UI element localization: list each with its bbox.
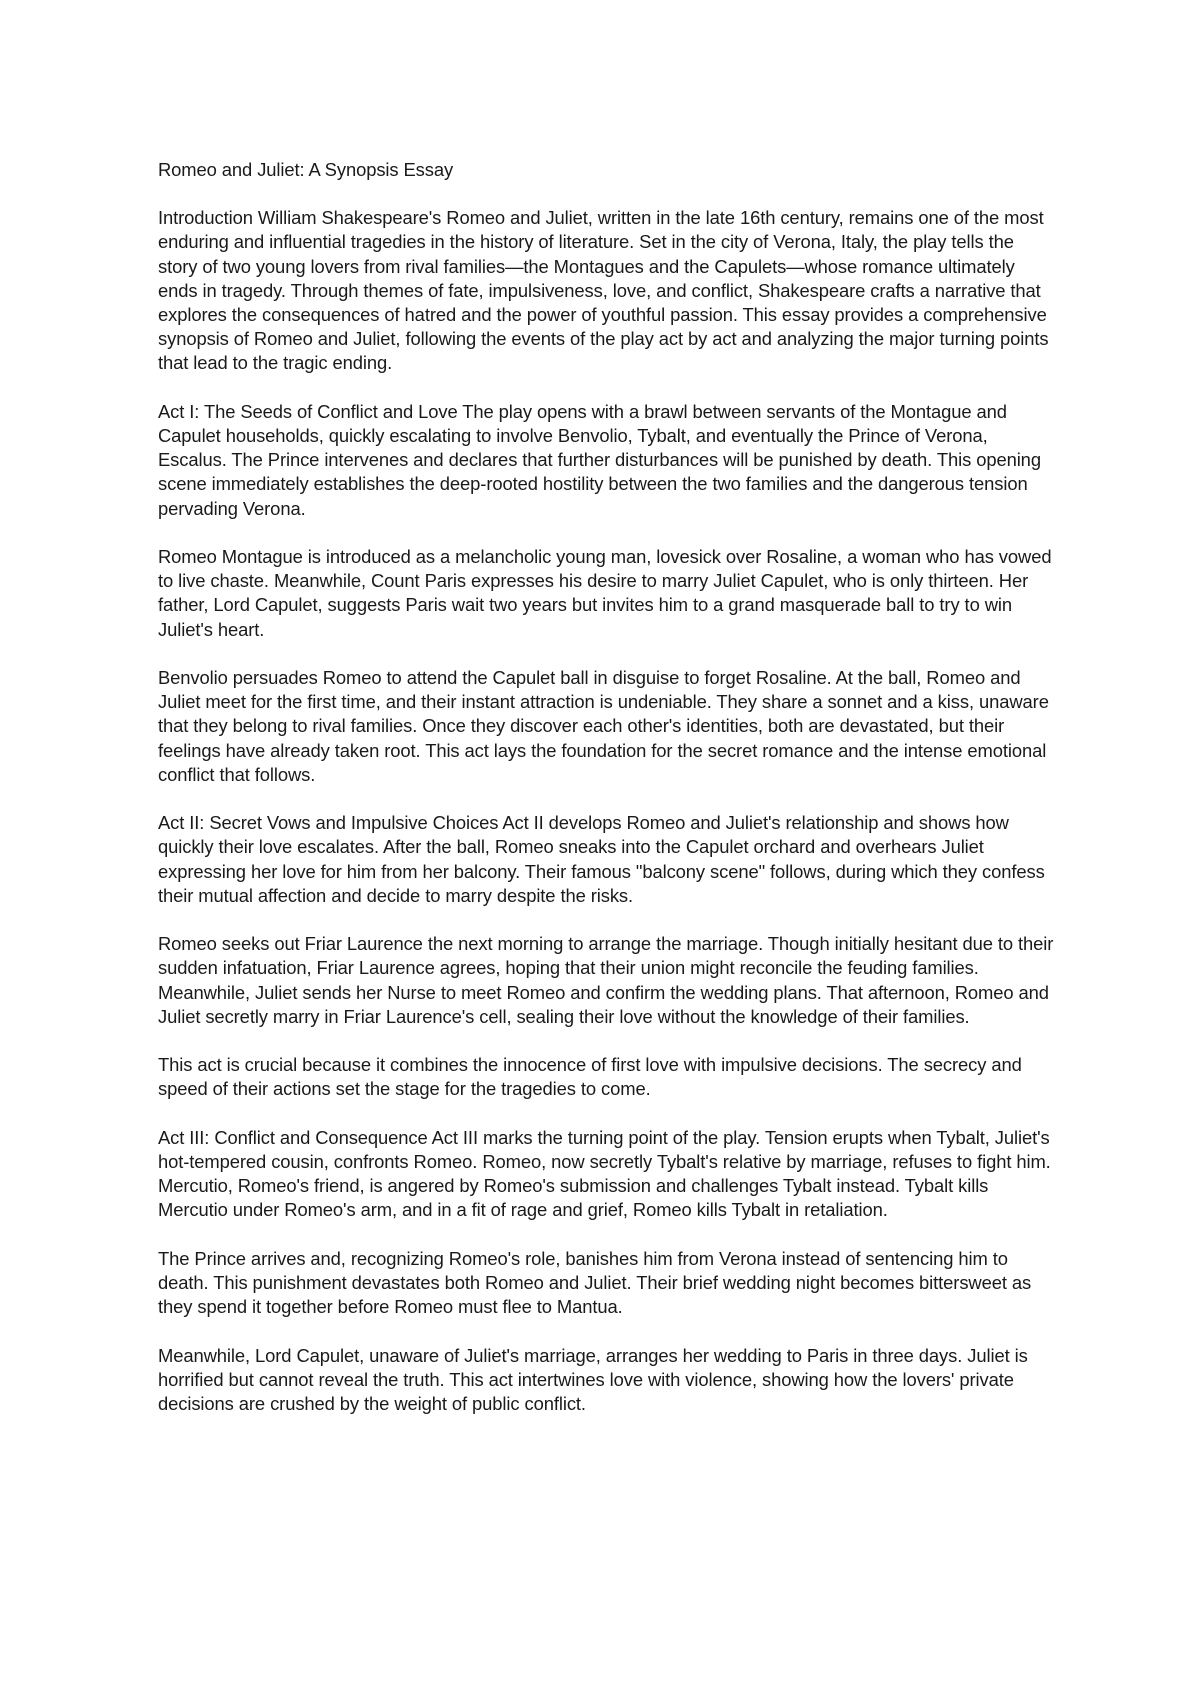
paragraph-act-2: Act II: Secret Vows and Impulsive Choices Act II develops Romeo and Juliet's relationship and shows how quickly their love escalates. After the ball, Romeo sneaks into the Capulet orchard and overhears Juliet expressing her love for him from her balcony. Their famous "balcony scene" follows, during which they confess their mutual affection and decide to marry despite the risks. xyxy=(158,812,1045,906)
paragraph-act-3: Act III: Conflict and Consequence Act III marks the turning point of the play. Tension erupts when Tybalt, Juliet's hot-tempered cousin, confronts Romeo. Romeo, now secretly Tybalt's relative by marriage, refuses to fight him. Mercutio, Romeo's friend, is angered by Romeo's submission and challenges Tybalt instead. Tybalt kills Mercutio under Romeo's arm, and in a fit of rage and grief, Romeo kills Tybalt in retaliation. xyxy=(158,1126,1051,1221)
document-title: Romeo and Juliet: A Synopsis Essay xyxy=(158,159,454,180)
paragraph-friar-laurence: Romeo seeks out Friar Laurence the next morning to arrange the marriage. Though initially hesitant due to their sudden infatuation, Friar Laurence agrees, hoping that their union might reconcile the feuding families. Meanwhile, Juliet sends her Nurse to meet Romeo and confirm the wedding plans. That afternoon, Romeo and Juliet secretly marry in Friar Laurence's cell, sealing their love without the knowledge of their families. xyxy=(158,933,1054,1027)
paragraph-romeo-introduced: Romeo Montague is introduced as a melancholic young man, lovesick over Rosaline, a woman who has vowed to live chaste. Meanwhile, Count Paris expresses his desire to marry Juliet Capulet, who is only thirteen. Her father, Lord Capulet, suggests Paris wait two years but invites him to a grand masquerade ball to try to win Juliet's heart. xyxy=(158,546,1052,640)
paragraph-capulet-ball: Benvolio persuades Romeo to attend the Capulet ball in disguise to forget Rosaline. At the ball, Romeo and Juliet meet for the first time, and their instant attraction is undeniable. They share a sonnet and a kiss, unaware that they belong to rival families. Once they discover each other's identities, both are devastated, but their feelings have already taken root. This act lays the foundation for the secret romance and the intense emotional conflict that follows. xyxy=(158,667,1049,785)
document-body xyxy=(158,158,1058,1440)
paragraph-paris-wedding: Meanwhile, Lord Capulet, unaware of Juliet's marriage, arranges her wedding to Paris in three days. Juliet is horrified but cannot reveal the truth. This act intertwines love with violence, showing how the lovers' private decisions are crushed by the weight of public conflict. xyxy=(158,1344,1028,1415)
paragraph-act-1: Act I: The Seeds of Conflict and Love The play opens with a brawl between servants of the Montague and Capulet households, quickly escalating to involve Benvolio, Tybalt, and eventually the Prince of Verona, Escalus. The Prince intervenes and declares that further disturbances will be punished by death. This opening scene immediately establishes the deep-rooted hostility between the two families and the dangerous tension pervading Verona. xyxy=(158,400,1041,519)
paragraph-banishment: The Prince arrives and, recognizing Romeo's role, banishes him from Verona instead of sentencing him to death. This punishment devastates both Romeo and Juliet. Their brief wedding night becomes bittersweet as they spend it together before Romeo must flee to Mantua. xyxy=(158,1247,1032,1318)
paragraph-introduction: Introduction William Shakespeare's Romeo and Juliet, written in the late 16th century, remains one of the most enduring and influential tragedies in the history of literature. Set in the city of Verona, Italy, the play tells the story of two young lovers from rival families—the Montagues and the Capulets—whose romance ultimately ends in tragedy. Through themes of fate, impulsiveness, love, and conflict, Shakespeare crafts a narrative that explores the consequences of hatred and the power of youthful passion. This essay provides a comprehensive synopsis of Romeo and Juliet, following the events of the play act by act and analyzing the major turning points that lead to the tragic ending. xyxy=(158,207,1049,374)
paragraph-act-2-summary: This act is crucial because it combines the innocence of first love with impulsive decisions. The secrecy and speed of their actions set the stage for the tragedies to come. xyxy=(158,1054,1022,1100)
